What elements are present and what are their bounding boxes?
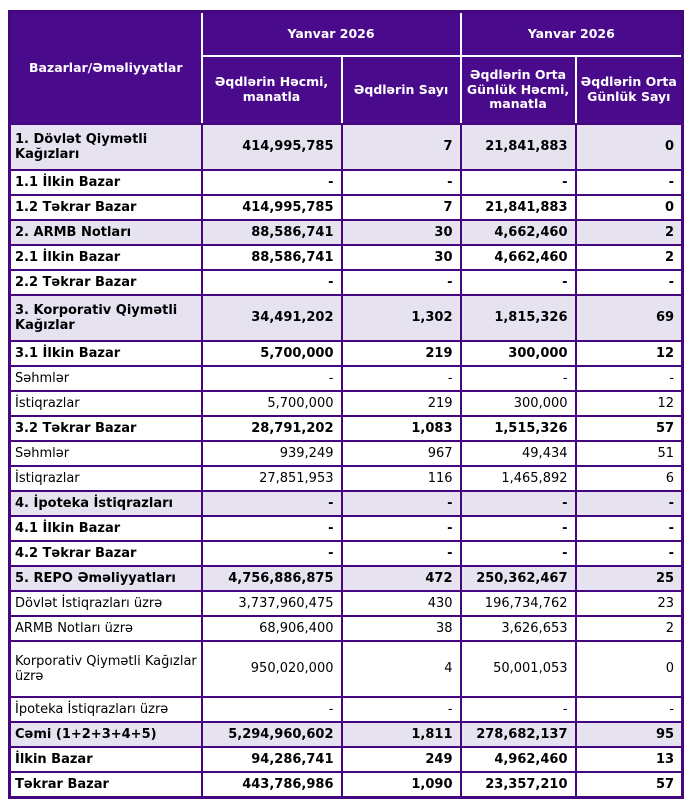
volume-cell: - [202,170,342,195]
table-row [10,366,683,391]
avg-daily-count-cell: - [576,697,683,722]
count-cell: 219 [342,341,461,366]
avg-daily-count-cell: - [576,170,683,195]
table-row [10,722,683,747]
avg-daily-volume-cell: 4,662,460 [461,245,576,270]
count-cell: 7 [342,124,461,170]
count-cell: - [342,697,461,722]
volume-cell: - [202,516,342,541]
volume-cell: 443,786,986 [202,772,342,798]
count-cell: 249 [342,747,461,772]
table-header [10,12,683,125]
row-label-cell: ARMB Notları üzrə [10,616,202,641]
avg-daily-volume-cell: 278,682,137 [461,722,576,747]
avg-daily-count-cell: - [576,491,683,516]
table-row [10,441,683,466]
table-body [10,124,683,798]
count-cell: - [342,516,461,541]
table-row [10,616,683,641]
volume-cell: - [202,366,342,391]
count-cell: 1,302 [342,295,461,341]
row-label-cell: İstiqrazlar [10,466,202,491]
securities-market-table [8,10,684,799]
volume-cell: 94,286,741 [202,747,342,772]
row-label-cell: 2.2 Təkrar Bazar [10,270,202,295]
row-label-cell: 1.2 Təkrar Bazar [10,195,202,220]
table-row [10,295,683,341]
volume-cell: 88,586,741 [202,220,342,245]
table-row [10,195,683,220]
volume-cell: 4,756,886,875 [202,566,342,591]
avg-daily-count-cell: 57 [576,772,683,798]
avg-daily-count-cell: 2 [576,245,683,270]
row-label-cell: 3.1 İlkin Bazar [10,341,202,366]
header-col-count: Əqdlərin Sayı [342,56,461,124]
avg-daily-volume-cell: 300,000 [461,341,576,366]
avg-daily-volume-cell: - [461,516,576,541]
avg-daily-count-cell: - [576,516,683,541]
avg-daily-volume-cell: 1,815,326 [461,295,576,341]
avg-daily-volume-cell: 50,001,053 [461,641,576,697]
avg-daily-volume-cell: 49,434 [461,441,576,466]
row-label-cell: 2. ARMB Notları [10,220,202,245]
securities-market-table-wrap [8,10,684,799]
volume-cell: - [202,541,342,566]
header-group-row [10,12,683,57]
table-row [10,641,683,697]
count-cell: 4 [342,641,461,697]
header-col-avg-daily-count: Əqdlərin Orta Günlük Sayı [576,56,683,124]
avg-daily-volume-cell: 23,357,210 [461,772,576,798]
row-label-cell: İpoteka İstiqrazları üzrə [10,697,202,722]
volume-cell: 34,491,202 [202,295,342,341]
avg-daily-volume-cell: 300,000 [461,391,576,416]
table-row [10,391,683,416]
avg-daily-count-cell: - [576,541,683,566]
volume-cell: 3,737,960,475 [202,591,342,616]
avg-daily-volume-cell: 196,734,762 [461,591,576,616]
count-cell: 472 [342,566,461,591]
row-label-cell: 5. REPO Əməliyyatları [10,566,202,591]
avg-daily-volume-cell: - [461,697,576,722]
avg-daily-count-cell: 0 [576,124,683,170]
avg-daily-volume-cell: 1,465,892 [461,466,576,491]
avg-daily-count-cell: 23 [576,591,683,616]
header-period-group-2: Yanvar 2026 [461,12,683,57]
row-label-cell: 1. Dövlət Qiymətli Kağızları [10,124,202,170]
avg-daily-count-cell: 12 [576,341,683,366]
table-row [10,697,683,722]
avg-daily-count-cell: 25 [576,566,683,591]
row-label-cell: Korporativ Qiymətli Kağızlar üzrə [10,641,202,697]
table-row [10,341,683,366]
volume-cell: - [202,491,342,516]
count-cell: 1,090 [342,772,461,798]
count-cell: - [342,270,461,295]
count-cell: - [342,170,461,195]
header-col-volume: Əqdlərin Həcmi, manatla [202,56,342,124]
row-label-cell: Səhmlər [10,366,202,391]
avg-daily-volume-cell: - [461,491,576,516]
row-label-cell: 4. İpoteka İstiqrazları [10,491,202,516]
table-row [10,772,683,798]
table-row [10,566,683,591]
table-row [10,747,683,772]
avg-daily-count-cell: 6 [576,466,683,491]
row-label-cell: Dövlət İstiqrazları üzrə [10,591,202,616]
table-row [10,466,683,491]
avg-daily-count-cell: 2 [576,616,683,641]
avg-daily-volume-cell: - [461,170,576,195]
volume-cell: 5,700,000 [202,391,342,416]
table-row [10,170,683,195]
avg-daily-count-cell: 51 [576,441,683,466]
avg-daily-count-cell: 13 [576,747,683,772]
count-cell: 116 [342,466,461,491]
table-row [10,124,683,170]
avg-daily-count-cell: 57 [576,416,683,441]
volume-cell: 27,851,953 [202,466,342,491]
table-row [10,491,683,516]
avg-daily-count-cell: - [576,366,683,391]
header-period-group-1: Yanvar 2026 [202,12,461,57]
volume-cell: 68,906,400 [202,616,342,641]
volume-cell: 28,791,202 [202,416,342,441]
count-cell: 30 [342,245,461,270]
avg-daily-volume-cell: 4,662,460 [461,220,576,245]
row-label-cell: İlkin Bazar [10,747,202,772]
count-cell: 967 [342,441,461,466]
avg-daily-volume-cell: 21,841,883 [461,195,576,220]
count-cell: 7 [342,195,461,220]
avg-daily-count-cell: 0 [576,641,683,697]
table-row [10,245,683,270]
volume-cell: 414,995,785 [202,195,342,220]
row-label-cell: 3.2 Təkrar Bazar [10,416,202,441]
count-cell: 219 [342,391,461,416]
count-cell: 430 [342,591,461,616]
table-row [10,270,683,295]
volume-cell: 939,249 [202,441,342,466]
row-label-cell: İstiqrazlar [10,391,202,416]
count-cell: 1,083 [342,416,461,441]
avg-daily-volume-cell: 250,362,467 [461,566,576,591]
row-label-cell: Təkrar Bazar [10,772,202,798]
row-label-cell: Səhmlər [10,441,202,466]
volume-cell: - [202,697,342,722]
table-row [10,591,683,616]
count-cell: - [342,366,461,391]
count-cell: - [342,541,461,566]
volume-cell: 88,586,741 [202,245,342,270]
volume-cell: 5,294,960,602 [202,722,342,747]
avg-daily-count-cell: 12 [576,391,683,416]
avg-daily-count-cell: - [576,270,683,295]
volume-cell: 5,700,000 [202,341,342,366]
avg-daily-volume-cell: 3,626,653 [461,616,576,641]
avg-daily-volume-cell: 21,841,883 [461,124,576,170]
row-label-cell: 1.1 İlkin Bazar [10,170,202,195]
avg-daily-count-cell: 95 [576,722,683,747]
row-label-cell: 2.1 İlkin Bazar [10,245,202,270]
volume-cell: 414,995,785 [202,124,342,170]
count-cell: 30 [342,220,461,245]
header-corner-cell: Bazarlar/Əməliyyatlar [10,12,202,125]
avg-daily-count-cell: 2 [576,220,683,245]
avg-daily-count-cell: 0 [576,195,683,220]
table-row [10,416,683,441]
count-cell: 1,811 [342,722,461,747]
row-label-cell: 4.2 Təkrar Bazar [10,541,202,566]
table-row [10,220,683,245]
avg-daily-count-cell: 69 [576,295,683,341]
count-cell: 38 [342,616,461,641]
avg-daily-volume-cell: - [461,366,576,391]
avg-daily-volume-cell: - [461,541,576,566]
table-row [10,516,683,541]
row-label-cell: 4.1 İlkin Bazar [10,516,202,541]
avg-daily-volume-cell: 1,515,326 [461,416,576,441]
avg-daily-volume-cell: 4,962,460 [461,747,576,772]
count-cell: - [342,491,461,516]
volume-cell: 950,020,000 [202,641,342,697]
row-label-cell: 3. Korporativ Qiymətli Kağızlar [10,295,202,341]
avg-daily-volume-cell: - [461,270,576,295]
row-label-cell: Cəmi (1+2+3+4+5) [10,722,202,747]
header-col-avg-daily-volume: Əqdlərin Orta Günlük Həcmi, manatla [461,56,576,124]
volume-cell: - [202,270,342,295]
table-row [10,541,683,566]
